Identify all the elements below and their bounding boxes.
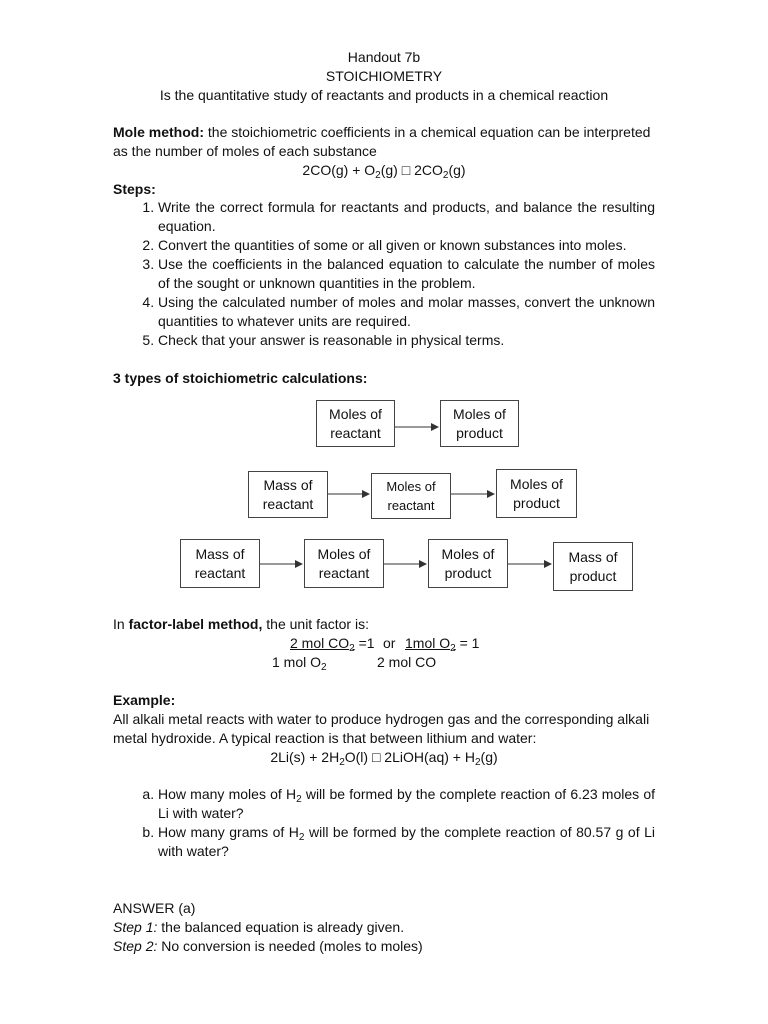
q-sub: 2 [296, 794, 302, 805]
f1-eq: =1 [354, 635, 375, 651]
question-item [158, 785, 655, 823]
diagram-row1-moles-product: Moles of product [440, 400, 519, 447]
q-sub: 2 [298, 832, 305, 843]
eq-part: O(l) □ 2LiOH(aq) + H [344, 749, 475, 765]
step1-label: Step 1: [113, 919, 158, 935]
or-text: or [383, 635, 396, 651]
steps-label: Steps: [113, 181, 156, 197]
diagram-row3-moles-reactant: Moles of reactant [304, 539, 384, 588]
f2-num-sub: 2 [450, 643, 456, 654]
topic-definition: Is the quantitative study of reactants and products in a chemical reaction [159, 87, 609, 103]
unit-factor-1-numerator [290, 634, 375, 653]
eq-part: (g) □ 2CO [380, 162, 443, 178]
step-item: 4. Using the calculated number of moles and molar masses, convert the unknown quantities to whatever units are required. [158, 293, 655, 331]
example-equation [0, 748, 768, 767]
questions-list [113, 785, 655, 861]
q-pre: How many grams of H [158, 824, 299, 840]
topic-title: STOICHIOMETRY [325, 68, 443, 84]
mole-method-label: Mole method: [113, 124, 204, 140]
step-item: 3. Use the coefficients in the balanced equation to calculate the number of moles of the sought or unknown quantities in the problem. [158, 255, 655, 293]
diagram-row2-moles-product: Moles of product [496, 469, 577, 518]
f2-num: 1mol O [405, 635, 451, 651]
eq-sub: 2 [375, 170, 381, 181]
calc-types-heading: 3 types of stoichiometric calculations: [113, 370, 368, 386]
eq-sub: 2 [442, 170, 449, 181]
eq-part: (g) [480, 749, 498, 765]
f1-den-sub: 2 [321, 662, 327, 673]
mole-method-text-2: as the number of moles of each substance [113, 143, 377, 159]
eq-part: 2Li(s) + 2H [270, 749, 340, 765]
eq-sub: 2 [474, 757, 481, 768]
step-item: 5. Check that your answer is reasonable in physical terms. [158, 331, 655, 350]
factor-suffix: the unit factor is: [262, 616, 369, 632]
unit-factor-2-denominator: 2 mol CO [377, 654, 437, 670]
example-line-1: All alkali metal reacts with water to produce hydrogen gas and the corresponding alkali [113, 711, 650, 727]
answer-step-1 [113, 918, 404, 937]
example-paragraph [113, 710, 655, 748]
q-pre: How many moles of H [158, 786, 297, 802]
example-line-2: metal hydroxide. A typical reaction is that between lithium and water: [113, 730, 537, 746]
unit-factor-2-numerator [405, 634, 479, 653]
diagram-row2-moles-reactant: Moles of reactant [371, 473, 451, 519]
answer-title: ANSWER (a) [113, 900, 196, 916]
diagram-row3-moles-product: Moles of product [428, 539, 508, 588]
eq-sub: 2 [339, 757, 345, 768]
handout-title: Handout 7b [347, 49, 421, 65]
f2-eq: = 1 [455, 635, 480, 651]
eq-part: 2CO(g) + O [302, 162, 376, 178]
answer-step-2 [113, 937, 423, 956]
diagram-row3-mass-product: Mass of product [553, 542, 633, 591]
step-item: 1. Write the correct formula for reactants and products, and balance the resulting equation. [158, 198, 655, 236]
mole-method-text-1: the stoichiometric coefficients in a chemical equation can be interpreted [204, 124, 651, 140]
diagram-row3-mass-reactant: Mass of reactant [180, 539, 260, 588]
factor-label-bold: factor-label method, [128, 616, 263, 632]
unit-factor-1-denominator [272, 653, 327, 672]
q-post: will be formed by the complete reaction of 80.57 g of Li with water? [158, 824, 655, 859]
question-item [158, 823, 655, 861]
step2-text: No conversion is needed (moles to moles) [157, 938, 423, 954]
step-item: 2. Convert the quantities of some or all given or known substances into moles. [158, 236, 655, 255]
factor-prefix: In [113, 616, 129, 632]
diagram-row2-mass-reactant: Mass of reactant [248, 471, 328, 518]
example-label: Example: [113, 692, 176, 708]
step1-text: the balanced equation is already given. [157, 919, 405, 935]
eq-part: (g) [448, 162, 466, 178]
factor-label-intro [113, 615, 369, 634]
q-post: will be formed by the complete reaction of 6.23 moles of Li with water? [158, 786, 655, 821]
f1-num: 2 mol CO [290, 635, 350, 651]
f1-den: 1 mol O [272, 654, 322, 670]
diagram-row1-moles-reactant: Moles of reactant [316, 400, 395, 447]
step2-label: Step 2: [113, 938, 158, 954]
f1-num-sub: 2 [349, 643, 355, 654]
